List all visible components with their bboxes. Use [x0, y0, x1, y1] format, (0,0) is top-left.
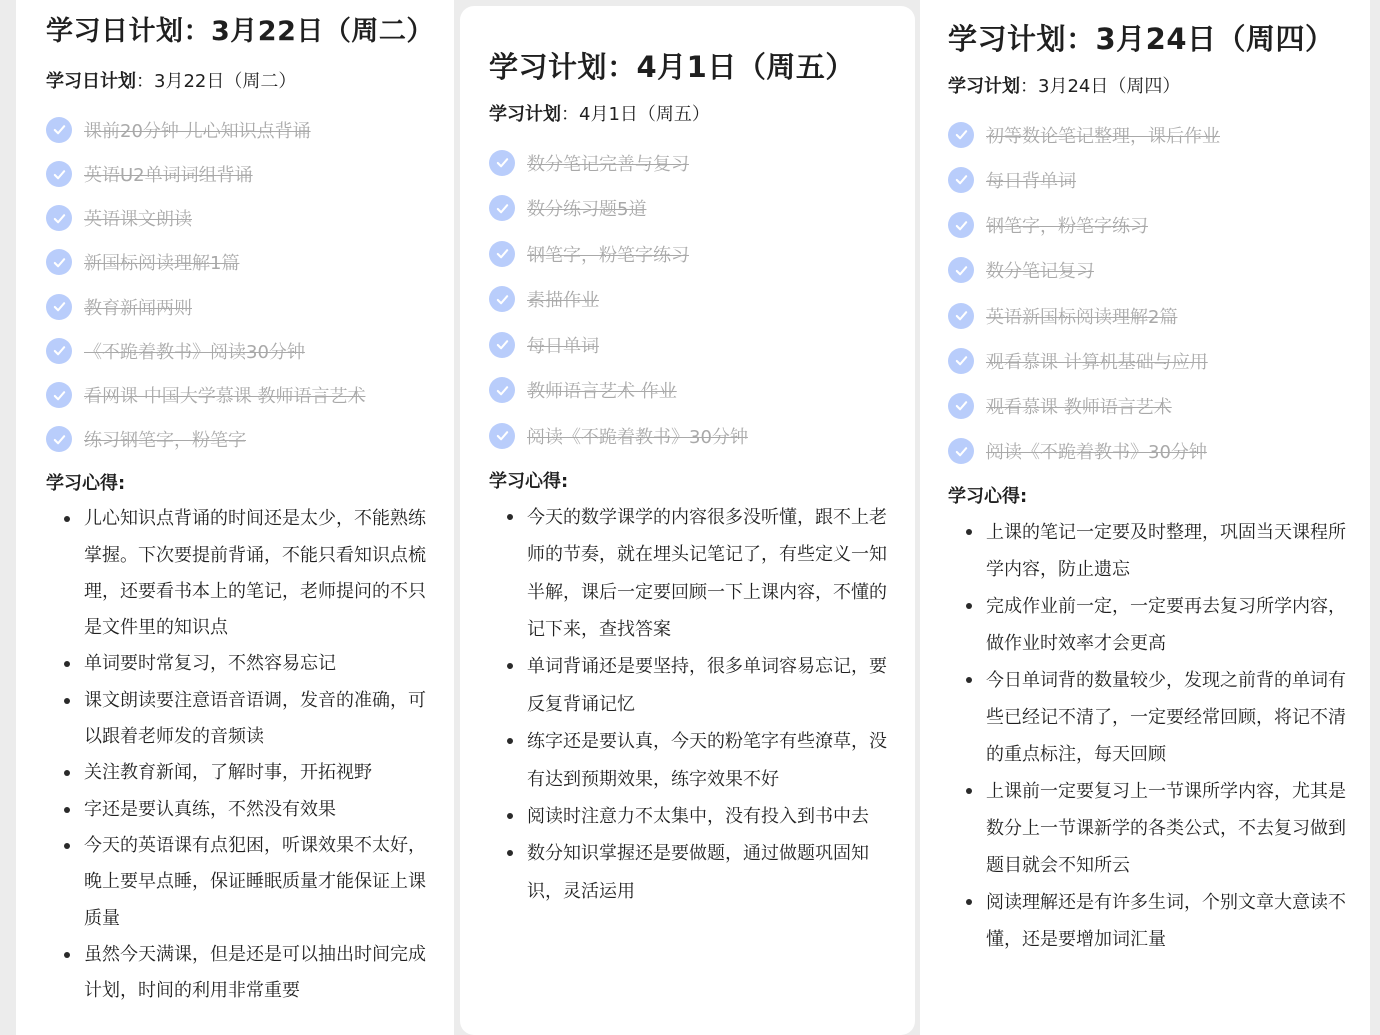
card-title: 学习日计划：3月22日（周二） [46, 16, 434, 47]
todo-item[interactable] [46, 108, 454, 152]
check-circle-icon[interactable] [46, 161, 72, 187]
todo-text: 每日单词 [527, 335, 599, 357]
check-circle-icon[interactable] [46, 117, 72, 143]
todo-item[interactable] [948, 203, 1370, 248]
todo-text: 钢笔字，粉笔字练习 [527, 244, 689, 266]
subtitle-value: ：4月1日（周五） [561, 103, 710, 125]
todo-text: 《不跪着教书》阅读30分钟 [84, 341, 305, 363]
todo-item[interactable] [948, 157, 1370, 202]
todo-text: 练习钢笔字，粉笔字 [84, 430, 246, 452]
todo-item[interactable] [948, 429, 1370, 474]
todo-item[interactable] [948, 248, 1370, 293]
reflection-item: 阅读时注意力不太集中，没有投入到书中去 [527, 798, 915, 835]
todo-text: 看网课 中国大学慕课 教师语言艺术 [84, 386, 366, 407]
todo-item[interactable] [46, 373, 454, 417]
check-circle-icon[interactable] [489, 332, 515, 358]
todo-item[interactable] [46, 152, 454, 196]
todo-item[interactable] [489, 231, 915, 277]
check-circle-icon[interactable] [948, 438, 974, 464]
check-circle-icon[interactable] [489, 150, 515, 176]
check-circle-icon[interactable] [948, 167, 974, 193]
todo-text: 数分笔记复习 [986, 261, 1094, 283]
reflection-item: 上课的笔记一定要及时整理，巩固当天课程所学内容，防止遗忘 [986, 514, 1370, 588]
subtitle-value: ：3月22日（周二） [136, 71, 297, 93]
reflection-heading: 学习心得: [948, 485, 1028, 507]
todo-text: 观看慕课 教师语言艺术 [986, 396, 1172, 418]
reflection-heading: 学习心得: [46, 473, 126, 495]
check-circle-icon[interactable] [46, 205, 72, 231]
card-subtitle [46, 70, 454, 93]
reflection-item: 阅读理解还是有许多生词，个别文章大意读不懂，还是要增加词汇量 [986, 884, 1370, 958]
todo-item[interactable] [46, 240, 454, 284]
todo-text: 观看慕课 计算机基础与应用 [986, 351, 1208, 373]
todo-item[interactable] [948, 112, 1370, 157]
reflection-item: 上课前一定要复习上一节课所学内容，尤其是数分上一节课新学的各类公式，不去复习做到题目就会不知所云 [986, 773, 1370, 884]
reflection-item: 单词要时常复习，不然容易忘记 [84, 646, 454, 682]
todo-text: 英语新国标阅读理解2篇 [986, 306, 1178, 328]
todo-text: 教师语言艺术 作业 [527, 381, 677, 403]
todo-text: 钢笔字，粉笔字练习 [986, 216, 1148, 238]
check-circle-icon[interactable] [46, 382, 72, 408]
reflection-item: 数分知识掌握还是要做题，通过做题巩固知识，灵活运用 [527, 835, 915, 910]
reflection-item: 单词背诵还是要坚持，很多单词容易忘记，要反复背诵记忆 [527, 648, 915, 723]
todo-item[interactable] [948, 383, 1370, 428]
reflection-list [948, 514, 1370, 958]
check-circle-icon[interactable] [489, 286, 515, 312]
reflection-item: 儿心知识点背诵的时间还是太少，不能熟练掌握。下次要提前背诵，不能只看知识点梳理，还要看书本上的笔记，老师提问的不只是文件里的知识点 [84, 501, 454, 646]
check-circle-icon[interactable] [948, 212, 974, 238]
check-circle-icon[interactable] [46, 338, 72, 364]
todo-item[interactable] [489, 277, 915, 323]
card-subtitle [489, 103, 915, 126]
todo-item[interactable] [46, 196, 454, 240]
reflection-item: 练字还是要认真，今天的粉笔字有些潦草，没有达到预期效果，练字效果不好 [527, 723, 915, 798]
todo-item[interactable] [489, 186, 915, 232]
check-circle-icon[interactable] [948, 393, 974, 419]
todo-item[interactable] [46, 329, 454, 373]
todo-text: 教育新闻两则 [84, 297, 192, 319]
todo-item[interactable] [489, 413, 915, 459]
todo-item[interactable] [948, 293, 1370, 338]
check-circle-icon[interactable] [948, 303, 974, 329]
card-subtitle [948, 75, 1370, 98]
todo-item[interactable] [489, 322, 915, 368]
todo-list [46, 108, 454, 462]
todo-text: 新国标阅读理解1篇 [84, 253, 240, 275]
todo-text: 课前20分钟 儿心知识点背诵 [84, 120, 311, 142]
todo-list [489, 140, 915, 459]
check-circle-icon[interactable] [489, 423, 515, 449]
reflection-item: 完成作业前一定，一定要再去复习所学内容，做作业时效率才会更高 [986, 588, 1370, 662]
subtitle-value: ：3月24日（周四） [1020, 75, 1181, 97]
reflection-item: 今日单词背的数量较少，发现之前背的单词有些已经记不清了，一定要经常回顾，将记不清的重点标注，每天回顾 [986, 662, 1370, 773]
todo-item[interactable] [948, 338, 1370, 383]
check-circle-icon[interactable] [46, 249, 72, 275]
reflection-item: 字还是要认真练，不然没有效果 [84, 792, 454, 828]
reflection-heading: 学习心得: [489, 470, 569, 492]
check-circle-icon[interactable] [489, 195, 515, 221]
reflection-item: 今天的数学课学的内容很多没听懂，跟不上老师的节奏，就在埋头记笔记了，有些定义一知半解，课后一定要回顾一下上课内容，不懂的记下来，查找答案 [527, 499, 915, 649]
todo-text: 素描作业 [527, 290, 599, 312]
todo-text: 数分练习题5道 [527, 199, 647, 221]
subtitle-label: 学习计划 [489, 103, 561, 125]
todo-text: 数分笔记完善与复习 [527, 153, 689, 175]
check-circle-icon[interactable] [489, 241, 515, 267]
todo-text: 初等数论笔记整理，课后作业 [986, 125, 1220, 147]
card-title: 学习计划：4月1日（周五） [489, 50, 855, 84]
subtitle-label: 学习日计划 [46, 71, 136, 93]
todo-item[interactable] [46, 285, 454, 329]
todo-item[interactable] [489, 368, 915, 414]
check-circle-icon[interactable] [948, 122, 974, 148]
reflection-item: 虽然今天满课，但是还是可以抽出时间完成计划，时间的利用非常重要 [84, 937, 454, 1010]
todo-text: 阅读《不跪着教书》30分钟 [527, 426, 748, 448]
plan-card-apr1 [460, 6, 915, 1035]
reflection-list [489, 499, 915, 910]
todo-text: 英语U2单词词组背诵 [84, 165, 253, 187]
subtitle-label: 学习计划 [948, 75, 1020, 97]
plan-card-mar22 [16, 0, 454, 1035]
check-circle-icon[interactable] [948, 348, 974, 374]
card-title: 学习计划：3月24日（周四） [948, 22, 1335, 56]
reflection-item: 关注教育新闻，了解时事，开拓视野 [84, 755, 454, 791]
todo-list [948, 112, 1370, 474]
check-circle-icon[interactable] [489, 377, 515, 403]
todo-text: 阅读《不跪着教书》30分钟 [986, 442, 1207, 464]
check-circle-icon[interactable] [46, 426, 72, 452]
check-circle-icon[interactable] [46, 294, 72, 320]
todo-text: 英语课文朗读 [84, 209, 192, 231]
todo-text: 每日背单词 [986, 170, 1076, 192]
todo-item[interactable] [46, 417, 454, 461]
reflection-item: 课文朗读要注意语音语调，发音的准确，可以跟着老师发的音频读 [84, 683, 454, 756]
reflection-item: 今天的英语课有点犯困，听课效果不太好，晚上要早点睡，保证睡眠质量才能保证上课质量 [84, 828, 454, 937]
reflection-list [46, 501, 454, 1009]
todo-item[interactable] [489, 140, 915, 186]
check-circle-icon[interactable] [948, 257, 974, 283]
plan-card-mar24 [920, 0, 1370, 1035]
